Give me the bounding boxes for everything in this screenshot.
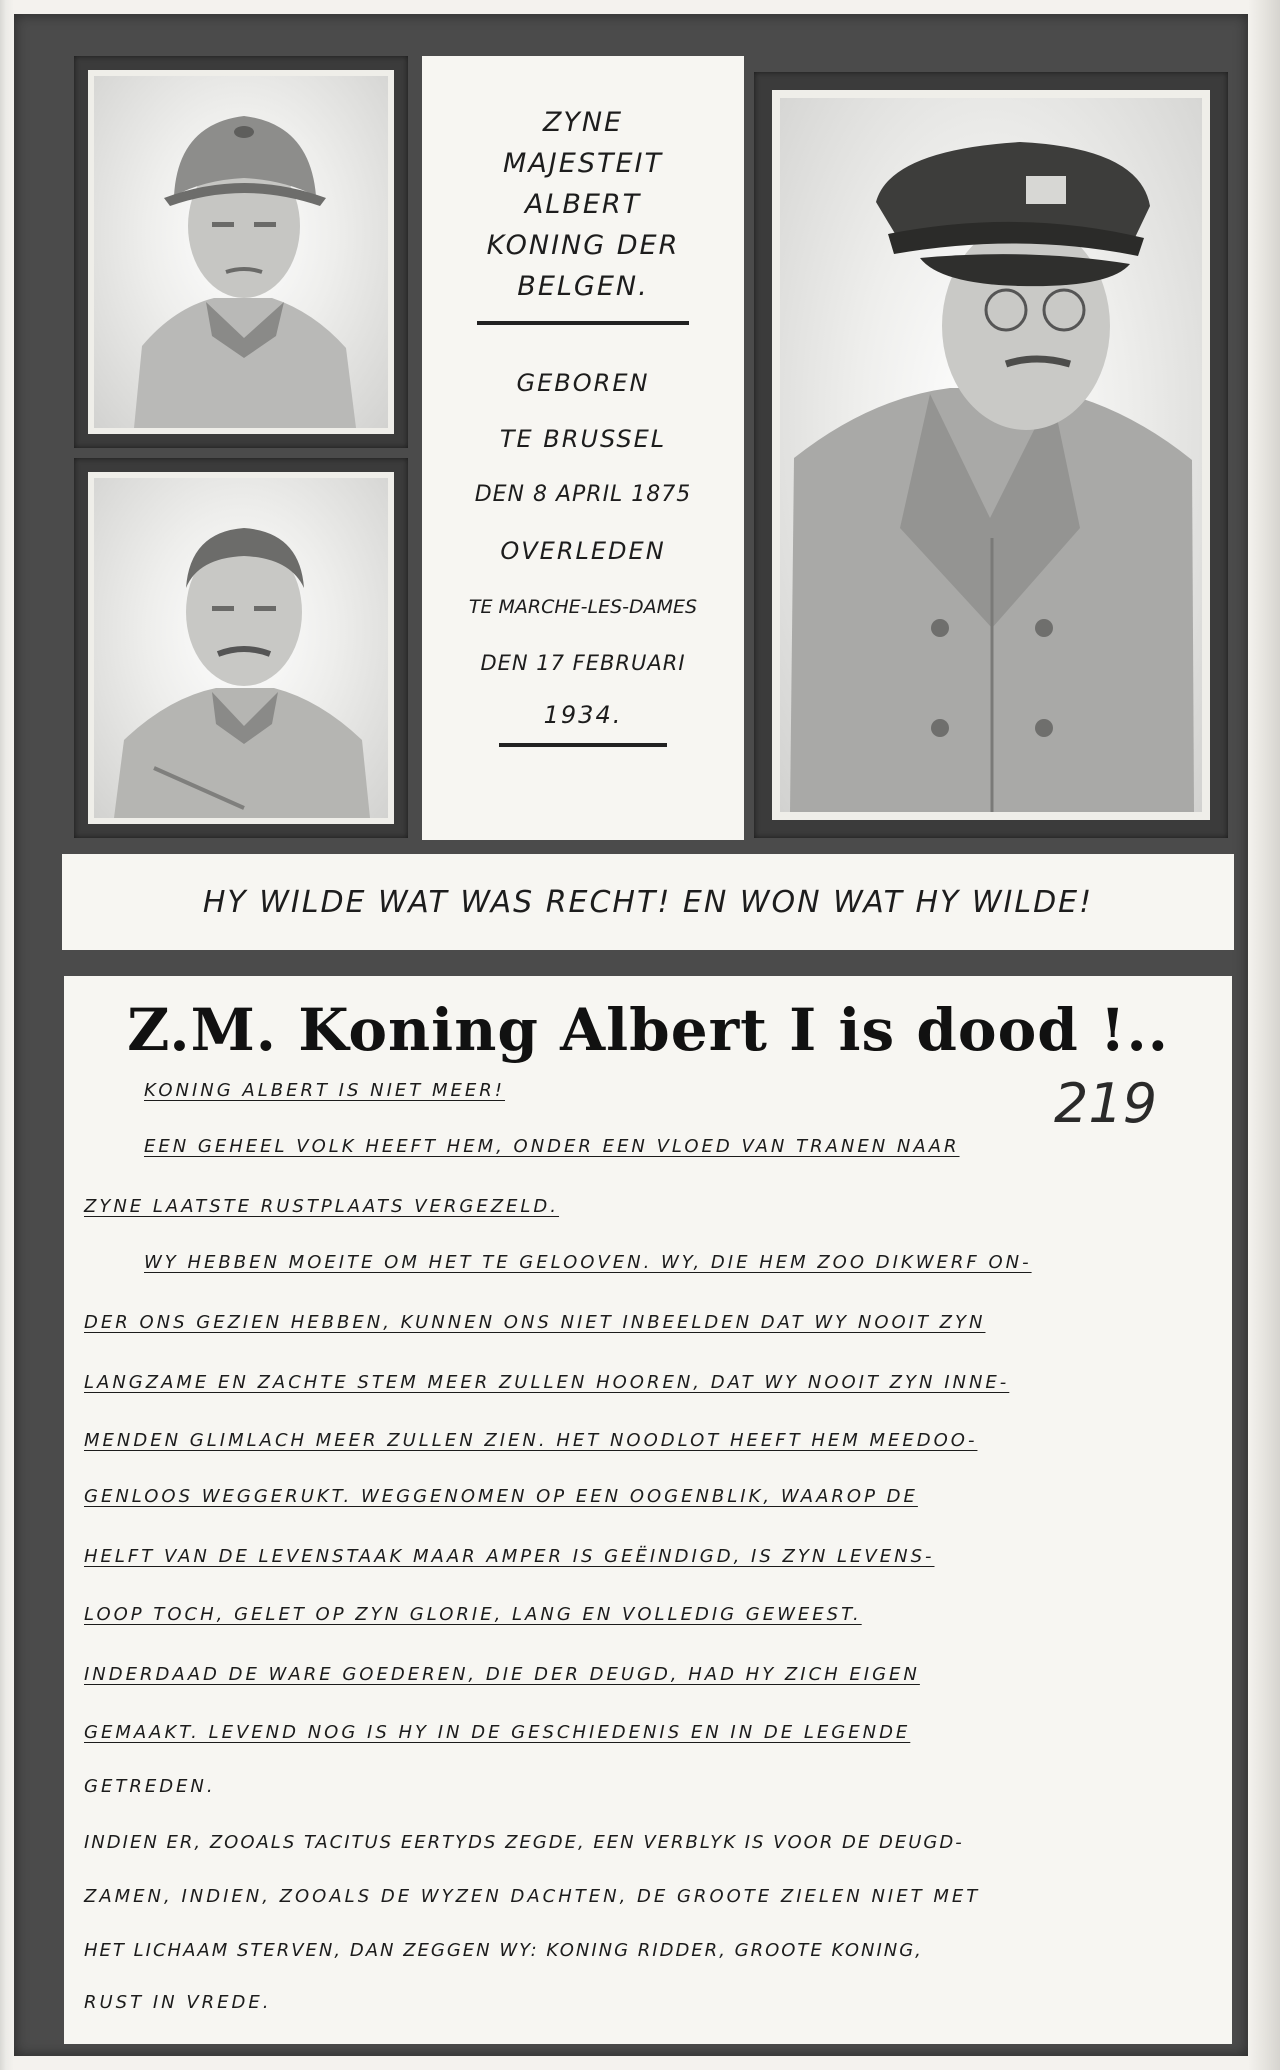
officer-portrait-illustration [94, 478, 388, 818]
portrait-large-photo [780, 98, 1202, 812]
motto-strip [62, 854, 1234, 950]
birth-line-5: TE MARCHE-LES-DAMES [468, 596, 698, 618]
title-line-3: ALBERT [524, 189, 642, 220]
portrait-helmet-frame [74, 56, 408, 448]
article-panel [64, 976, 1232, 2044]
body-line-13: GETREDEN. [84, 1776, 216, 1797]
body-line-11: INDERDAAD DE WARE GOEDEREN, DIE DER DEUGD, HAD HY ZICH EIGEN [84, 1664, 920, 1685]
portrait-uniform-photo [94, 478, 388, 818]
birth-line-2: TE BRUSSEL [499, 425, 667, 453]
title-column [422, 56, 744, 840]
body-line-5: DER ONS GEZIEN HEBBEN, KUNNEN ONS NIET INBEELDEN DAT WY NOOIT ZYN [84, 1312, 986, 1333]
birth-line-6: DEN 17 FEBRUARI [480, 651, 686, 675]
soldier-helmet-illustration [94, 76, 388, 428]
birth-line-1: GEBOREN [516, 369, 650, 397]
body-line-1: KONING ALBERT IS NIET MEER! [144, 1080, 506, 1101]
body-line-14: INDIEN ER, ZOOALS TACITUS EERTYDS ZEGDE, EEN VERBLYK IS VOOR DE DEUGD- [84, 1832, 964, 1853]
birth-line-3: DEN 8 APRIL 1875 [474, 482, 692, 507]
body-line-15: ZAMEN, INDIEN, ZOOALS DE WYZEN DACHTEN, DE GROOTE ZIELEN NIET MET [84, 1886, 981, 1907]
motto-text: HY WILDE WAT WAS RECHT! EN WON WAT HY WILDE! [202, 884, 1094, 920]
body-line-2: EEN GEHEEL VOLK HEEFT HEM, ONDER EEN VLOED VAN TRANEN NAAR [144, 1136, 960, 1157]
divider-rule-bottom [499, 743, 667, 747]
body-line-4: WY HEBBEN MOEITE OM HET TE GELOOVEN. WY, DIE HEM ZOO DIKWERF ON- [144, 1252, 1032, 1273]
portrait-uniform-frame [74, 458, 408, 838]
king-portrait-illustration [780, 98, 1202, 812]
article-headline: Z.M. Koning Albert I is dood !.. [127, 996, 1169, 1064]
title-line-4: KONING DER [486, 230, 680, 261]
title-line-2: MAJESTEIT [503, 148, 663, 179]
body-line-3: ZYNE LAATSTE RUSTPLAATS VERGEZELD. [84, 1196, 560, 1217]
birth-line-4: OVERLEDEN [500, 537, 666, 565]
page-number: 219 [1054, 1072, 1158, 1135]
body-line-7: MENDEN GLIMLACH MEER ZULLEN ZIEN. HET NOODLOT HEEFT HEM MEEDOO- [84, 1430, 978, 1451]
title-line-1: ZYNE [542, 107, 624, 138]
birth-line-7: 1934. [543, 701, 623, 729]
memorial-board [14, 14, 1248, 2056]
body-line-16: HET LICHAAM STERVEN, DAN ZEGGEN WY: KONING RIDDER, GROOTE KONING, [84, 1940, 923, 1961]
body-line-6: LANGZAME EN ZACHTE STEM MEER ZULLEN HOOREN, DAT WY NOOIT ZYN INNE- [84, 1372, 1010, 1393]
body-line-17: RUST IN VREDE. [84, 1992, 272, 2013]
body-line-12: GEMAAKT. LEVEND NOG IS HY IN DE GESCHIEDENIS EN IN DE LEGENDE [84, 1722, 911, 1743]
divider-rule-top [477, 321, 689, 325]
portrait-large-frame [754, 72, 1228, 838]
body-line-9: HELFT VAN DE LEVENSTAAK MAAR AMPER IS GEËINDIGD, IS ZYN LEVENS- [84, 1546, 935, 1567]
portrait-helmet-photo [94, 76, 388, 428]
body-line-8: GENLOOS WEGGERUKT. WEGGENOMEN OP EEN OOGENBLIK, WAAROP DE [84, 1486, 918, 1507]
body-line-10: LOOP TOCH, GELET OP ZYN GLORIE, LANG EN VOLLEDIG GEWEEST. [84, 1604, 862, 1625]
title-line-5: BELGEN. [517, 271, 649, 302]
